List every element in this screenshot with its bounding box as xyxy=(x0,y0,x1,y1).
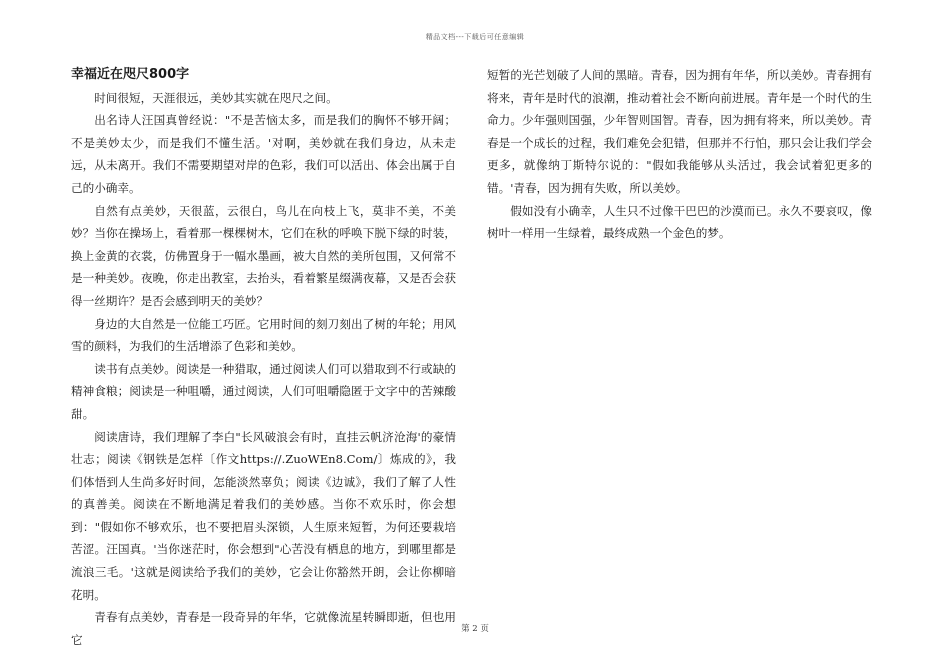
document-title: 幸福近在咫尺800字 xyxy=(71,67,190,82)
page-number: 第 2 页 xyxy=(461,624,489,634)
paragraph: 阅读唐诗，我们理解了李白"长风破浪会有时，直挂云帆济沧海'的豪情壮志；阅读《钢铁是怎样〔作文https://.ZuoWEn8.Com/〕炼成的》，我们体悟到人生尚多好时间，怎能淡然辜负；阅读《边诚》，我们了解了人性的真善美。阅读在不断地满足着我们的美妙感。当你不欢乐时，你会想到："假如你不够欢乐，也不要把眉头深锁，人生原来短暂，为何还要栽培苦涩。汪国真。'当你迷茫时，你会想到"心苦没有栖息的地方，到哪里都是流浪三毛。'这就是阅读给予我们的美妙，它会让你豁然开朗，会让你柳暗花明。 xyxy=(71,429,456,602)
header-note: 精品文档---下载后可任意编辑 xyxy=(425,33,525,41)
paragraph-continued: 短暂的光芒划破了人间的黑暗。青春，因为拥有年华，所以美妙。青春拥有将来，青年是时代的浪潮，推动着社会不断向前进展。青年是一个时代的生命力。少年强则国强，少年智则国智。青春，因为拥有将来，所以美妙。青春是一个成长的过程，我们难免会犯错，但那并不行怕，那只会让我们学会更多，就像纳丁斯特尔说的："假如我能够从头活过，我会试着犯更多的错。'青春，因为拥有失败，所以美妙。 xyxy=(487,68,872,195)
paragraph: 青春有点美妙，青春是一段奇异的年华，它就像流星转瞬即逝，但也用它 xyxy=(71,610,456,647)
paragraph: 出名诗人汪国真曾经说："不是苦恼太多，而是我们的胸怀不够开阔；不是美妙太少，而是我们不懂生活。'对啊，美妙就在我们身边，从未走远，从未离开。我们不需要期望对岸的色彩，我们可以活出、体会出属于自己的小确幸。 xyxy=(71,113,456,195)
left-column xyxy=(71,64,456,651)
paragraph: 身边的大自然是一位能工巧匠。它用时间的刻刀刻出了树的年轮；用风雪的颜料，为我们的生活增添了色彩和美妙。 xyxy=(71,316,456,354)
paragraph: 读书有点美妙。阅读是一种猎取，通过阅读人们可以猎取到不行或缺的精神食粮；阅读是一种咀嚼，通过阅读，人们可咀嚼隐匿于文字中的苦辣酸甜。 xyxy=(71,361,456,421)
paragraph: 假如没有小确幸，人生只不过像干巴巴的沙漠而已。永久不要哀叹，像树叶一样用一生绿着，最终成熟一个金色的梦。 xyxy=(487,203,872,241)
right-column xyxy=(487,64,872,245)
paragraph: 时间很短，天涯很远，美妙其实就在咫尺之间。 xyxy=(94,90,338,105)
paragraph: 自然有点美妙，天很蓝，云很白，鸟儿在向枝上飞，莫非不美，不美妙？当你在操场上，看着那一棵棵树木，它们在秋的呼唤下脱下绿的时装，换上金黄的衣裳，仿佛置身于一幅水墨画，被大自然的美所包围，又何常不是一种美妙。夜晚，你走出教室，去抬头，看着繁星缀满夜幕，又是否会获得一丝期许？是否会感到明天的美妙？ xyxy=(71,203,456,308)
